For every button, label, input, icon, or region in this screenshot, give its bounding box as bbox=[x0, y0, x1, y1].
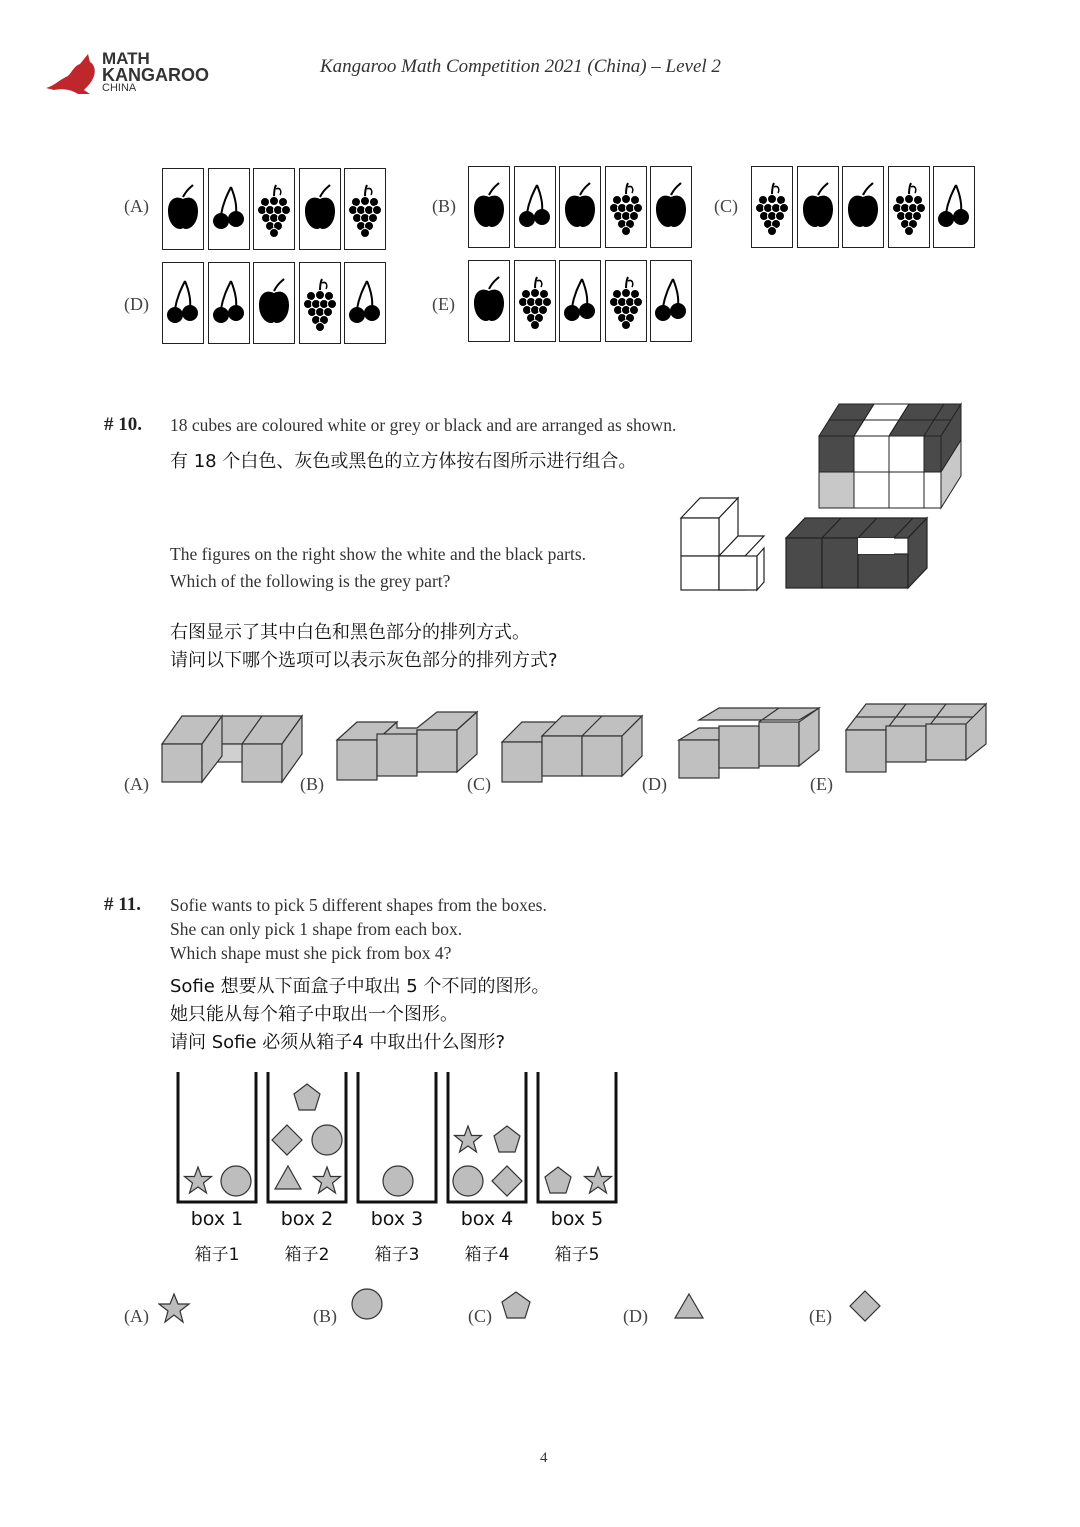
option-label[interactable]: (A) bbox=[124, 1306, 149, 1326]
q11-line3-zh: 请问 Sofie 必须从箱子4 中取出什么图形? bbox=[170, 1032, 506, 1053]
fruit-card bbox=[933, 166, 975, 248]
question-number: # 11. bbox=[104, 894, 141, 915]
option-label[interactable]: (A) bbox=[124, 196, 149, 216]
box-label-zh: 箱子4 bbox=[464, 1245, 510, 1265]
fruit-card bbox=[605, 166, 647, 248]
apple-icon bbox=[560, 167, 600, 247]
option-label[interactable]: (C) bbox=[467, 774, 491, 794]
shape-boxes-figure bbox=[170, 1068, 630, 1208]
grey-part-option-figure[interactable] bbox=[842, 700, 992, 780]
cherry-icon bbox=[560, 261, 600, 341]
grape-icon bbox=[515, 261, 555, 341]
fruit-card bbox=[605, 260, 647, 342]
fruit-card bbox=[208, 168, 250, 250]
box-label: box 1 bbox=[190, 1208, 244, 1230]
box-label: box 5 bbox=[550, 1208, 604, 1230]
box-label-zh: 箱子3 bbox=[374, 1245, 420, 1265]
logo-line3: CHINA bbox=[102, 82, 137, 94]
fruit-card bbox=[797, 166, 839, 248]
apple-icon bbox=[163, 169, 203, 249]
grape-icon bbox=[254, 169, 294, 249]
box-label: box 3 bbox=[370, 1208, 424, 1230]
fruit-card bbox=[468, 166, 510, 248]
grape-icon bbox=[606, 167, 646, 247]
option-label[interactable]: (C) bbox=[714, 196, 738, 216]
fruit-card bbox=[208, 262, 250, 344]
fruit-card bbox=[842, 166, 884, 248]
q11-line1-en: Sofie wants to pick 5 different shapes from the boxes. bbox=[170, 895, 547, 915]
cherry-icon bbox=[651, 261, 691, 341]
pentagon-icon[interactable] bbox=[500, 1290, 534, 1324]
option-label[interactable]: (E) bbox=[809, 1306, 832, 1326]
option-label[interactable]: (E) bbox=[810, 774, 833, 794]
fruit-card bbox=[253, 262, 295, 344]
circle-icon[interactable] bbox=[351, 1288, 385, 1322]
option-label[interactable]: (E) bbox=[432, 294, 455, 314]
apple-icon bbox=[254, 263, 294, 343]
cherry-icon bbox=[163, 263, 203, 343]
q10-line2-en: The figures on the right show the white and the black parts. bbox=[170, 544, 587, 564]
apple-icon bbox=[651, 167, 691, 247]
apple-icon bbox=[300, 169, 340, 249]
option-label[interactable]: (D) bbox=[642, 774, 667, 794]
fruit-card bbox=[344, 168, 386, 250]
q10-line3-zh: 请问以下哪个选项可以表示灰色部分的排列方式? bbox=[170, 650, 558, 671]
option-label[interactable]: (C) bbox=[468, 1306, 492, 1326]
option-label[interactable]: (A) bbox=[124, 774, 149, 794]
q10-line1-zh: 有 18 个白色、灰色或黑色的立方体按右图所示进行组合。 bbox=[170, 451, 637, 472]
grey-part-option-figure[interactable] bbox=[675, 706, 825, 786]
fruit-card bbox=[514, 260, 556, 342]
q10-line3-en: Which of the following is the grey part? bbox=[170, 571, 451, 591]
fruit-card bbox=[299, 168, 341, 250]
cherry-icon bbox=[934, 167, 974, 247]
black-part-figure bbox=[783, 514, 933, 592]
fruit-card bbox=[299, 262, 341, 344]
fruit-card bbox=[162, 262, 204, 344]
box-label-zh: 箱子5 bbox=[554, 1245, 600, 1265]
grape-icon bbox=[889, 167, 929, 247]
star-icon[interactable] bbox=[158, 1292, 192, 1326]
grey-part-option-figure[interactable] bbox=[333, 710, 483, 790]
page-number: 4 bbox=[540, 1450, 548, 1466]
apple-icon bbox=[798, 167, 838, 247]
grape-icon bbox=[300, 263, 340, 343]
grape-icon bbox=[345, 169, 385, 249]
option-label[interactable]: (B) bbox=[432, 196, 456, 216]
q11-line3-en: Which shape must she pick from box 4? bbox=[170, 943, 452, 963]
apple-icon bbox=[843, 167, 883, 247]
fruit-card bbox=[650, 166, 692, 248]
box-label-zh: 箱子2 bbox=[284, 1245, 330, 1265]
cherry-icon bbox=[345, 263, 385, 343]
q11-line2-en: She can only pick 1 shape from each box. bbox=[170, 919, 463, 939]
question-number: # 10. bbox=[104, 414, 142, 435]
box-label: box 2 bbox=[280, 1208, 334, 1230]
grey-part-option-figure[interactable] bbox=[498, 710, 648, 790]
fruit-card bbox=[344, 262, 386, 344]
triangle-icon[interactable] bbox=[673, 1290, 707, 1324]
option-label[interactable]: (B) bbox=[313, 1306, 337, 1326]
fruit-card bbox=[559, 260, 601, 342]
fruit-card bbox=[559, 166, 601, 248]
logo-line2: KANGAROO bbox=[102, 65, 209, 85]
cherry-icon bbox=[515, 167, 555, 247]
option-label[interactable]: (D) bbox=[623, 1306, 648, 1326]
box-label: box 4 bbox=[460, 1208, 514, 1230]
white-part-figure bbox=[678, 494, 768, 594]
cherry-icon bbox=[209, 169, 249, 249]
fruit-card bbox=[162, 168, 204, 250]
q11-line2-zh: 她只能从每个箱子中取出一个图形。 bbox=[170, 1004, 458, 1025]
q10-line1-en: 18 cubes are coloured white or grey or black and are arranged as shown. bbox=[170, 415, 677, 435]
fruit-card bbox=[468, 260, 510, 342]
fruit-card bbox=[751, 166, 793, 248]
q10-line2-zh: 右图显示了其中白色和黑色部分的排列方式。 bbox=[170, 622, 530, 643]
grape-icon bbox=[752, 167, 792, 247]
fruit-card bbox=[888, 166, 930, 248]
apple-icon bbox=[469, 167, 509, 247]
fruit-card bbox=[514, 166, 556, 248]
logo-line1: MATH bbox=[102, 49, 150, 68]
page-title: Kangaroo Math Competition 2021 (China) – Level 2 bbox=[320, 56, 721, 77]
box-label-zh: 箱子1 bbox=[194, 1245, 240, 1265]
q11-line1-zh: Sofie 想要从下面盒子中取出 5 个不同的图形。 bbox=[170, 976, 550, 997]
fruit-card bbox=[253, 168, 295, 250]
option-label[interactable]: (B) bbox=[300, 774, 324, 794]
logo bbox=[44, 44, 209, 96]
fruit-card bbox=[650, 260, 692, 342]
cube-arrangement-figure bbox=[815, 400, 965, 512]
option-label[interactable]: (D) bbox=[124, 294, 149, 314]
diamond-icon[interactable] bbox=[849, 1290, 883, 1324]
cherry-icon bbox=[209, 263, 249, 343]
grey-part-option-figure[interactable] bbox=[158, 710, 308, 790]
kangaroo-icon bbox=[44, 48, 104, 96]
grape-icon bbox=[606, 261, 646, 341]
apple-icon bbox=[469, 261, 509, 341]
